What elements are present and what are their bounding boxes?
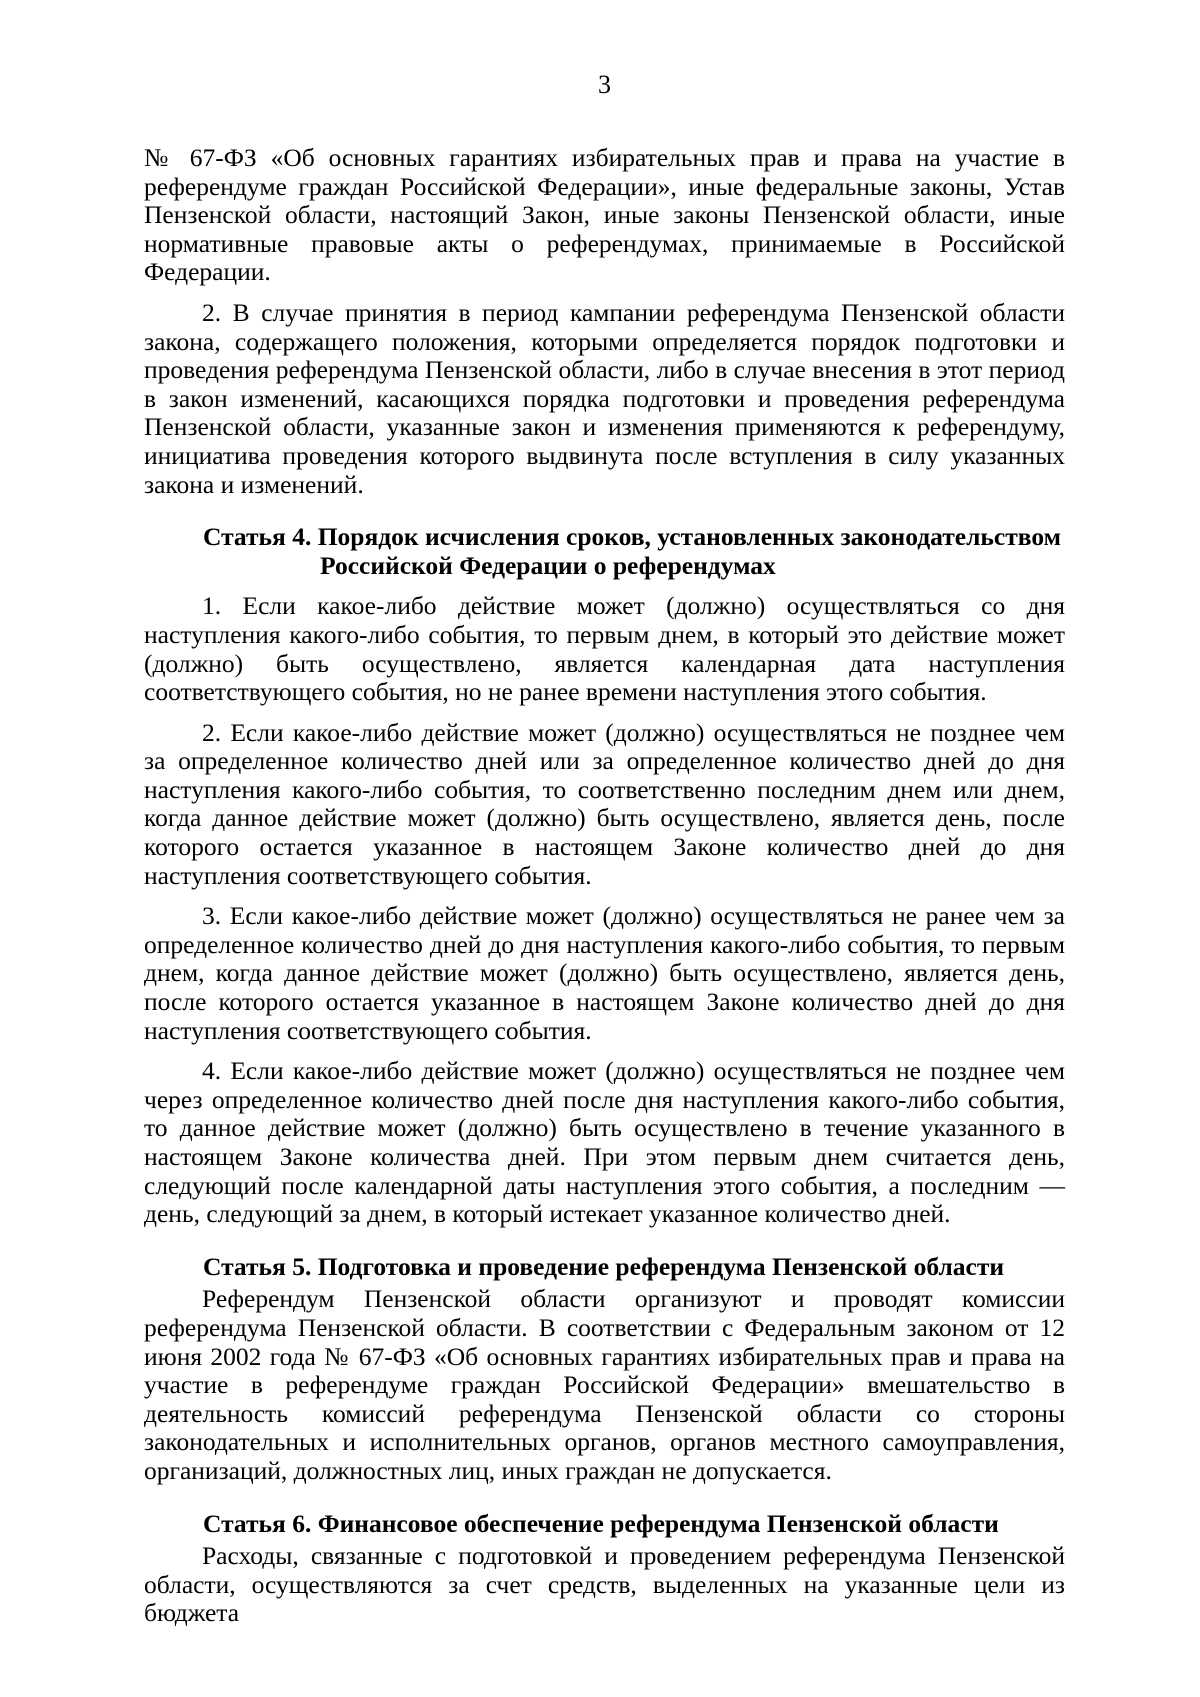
article-5-heading: Статья 5. Подготовка и проведение референдума Пензенской области — [203, 1251, 1005, 1281]
article-5-paragraph-1: Референдум Пензенской области организуют и проводят комиссии референдума Пензенской области. В соответствии с Федеральным законом от 12 июня 2002 года № 67-ФЗ «Об основных гарантиях избирательных прав и права на участие в референдуме граждан Российской Федерации» вмешательство в деятельность комиссий референдума Пензенской области со стороны законодательных и исполнительных органов, органов местного самоуправления, организаций, должностных лиц, иных граждан не допускается. — [144, 1284, 1065, 1485]
article-4-heading-line-1: Статья 4. Порядок исчисления сроков, установленных законодательством — [203, 522, 1061, 552]
article-4-paragraph-4: 4. Если какое-либо действие может (должно) осуществляться не позднее чем через определенное количество дней после дня наступления какого-либо события, то данное действие может (должно) быть осуществлено в течение указанного в настоящем Законе количества дней. При этом первым днем считается день, следующий после календарной даты наступления этого события, а последним — день, следующий за днем, в который истекает указанное количество дней. — [144, 1056, 1065, 1229]
article-4-paragraph-1: 1. Если какое-либо действие может (должно) осуществляться со дня наступления какого-либо события, то первым днем, в который это действие может (должно) быть осуществлено, является календарная дата наступления соответствующего события, но не ранее времени наступления этого события. — [144, 591, 1065, 707]
article-4-paragraph-2: 2. Если какое-либо действие может (должно) осуществляться не позднее чем за определенное количество дней или за определенное количество дней до дня наступления какого-либо события, то соответственно последним днем или днем, когда данное действие может (должно) быть осуществлено, является день, после которого остается указанное в настоящем Законе количество дней до дня наступления соответствующего события. — [144, 717, 1065, 890]
intro-paragraph-2: 2. В случае принятия в период кампании референдума Пензенской области закона, содержащего положения, которыми определяется порядок подготовки и проведения референдума Пензенской области, либо в случае внесения в этот период в закон изменений, касающихся порядка подготовки и проведения референдума Пензенской области, указанные закон и изменения применяются к референдуму, инициатива проведения которого выдвинута после вступления в силу указанных закона и изменений. — [144, 297, 1065, 499]
document-page — [144, 70, 1065, 1628]
article-6-paragraph-1: Расходы, связанные с подготовкой и проведением референдума Пензенской области, осуществляются за счет средств, выделенных на указанные цели из бюджета — [144, 1541, 1065, 1628]
intro-paragraph-1: № 67-ФЗ «Об основных гарантиях избирательных прав и права на участие в референдуме граждан Российской Федерации», иные федеральные законы, Устав Пензенской области, настоящий Закон, иные законы Пензенской области, иные нормативные правовые акты о референдумах, принимаемые в Российской Федерации. — [144, 143, 1065, 287]
article-4-heading-line-2: Российской Федерации о референдумах — [320, 550, 776, 580]
article-6-heading: Статья 6. Финансовое обеспечение референдума Пензенской области — [203, 1508, 999, 1538]
page-number: 3 — [598, 70, 611, 99]
article-4-heading — [144, 523, 1065, 580]
article-4-paragraph-3: 3. Если какое-либо действие может (должно) осуществляться не ранее чем за определенное количество дней до дня наступления какого-либо события, то первым днем, когда данное действие может (должно) быть осуществлено, является день, после которого остается указанное в настоящем Законе количество дней до дня наступления соответствующего события. — [144, 901, 1065, 1045]
